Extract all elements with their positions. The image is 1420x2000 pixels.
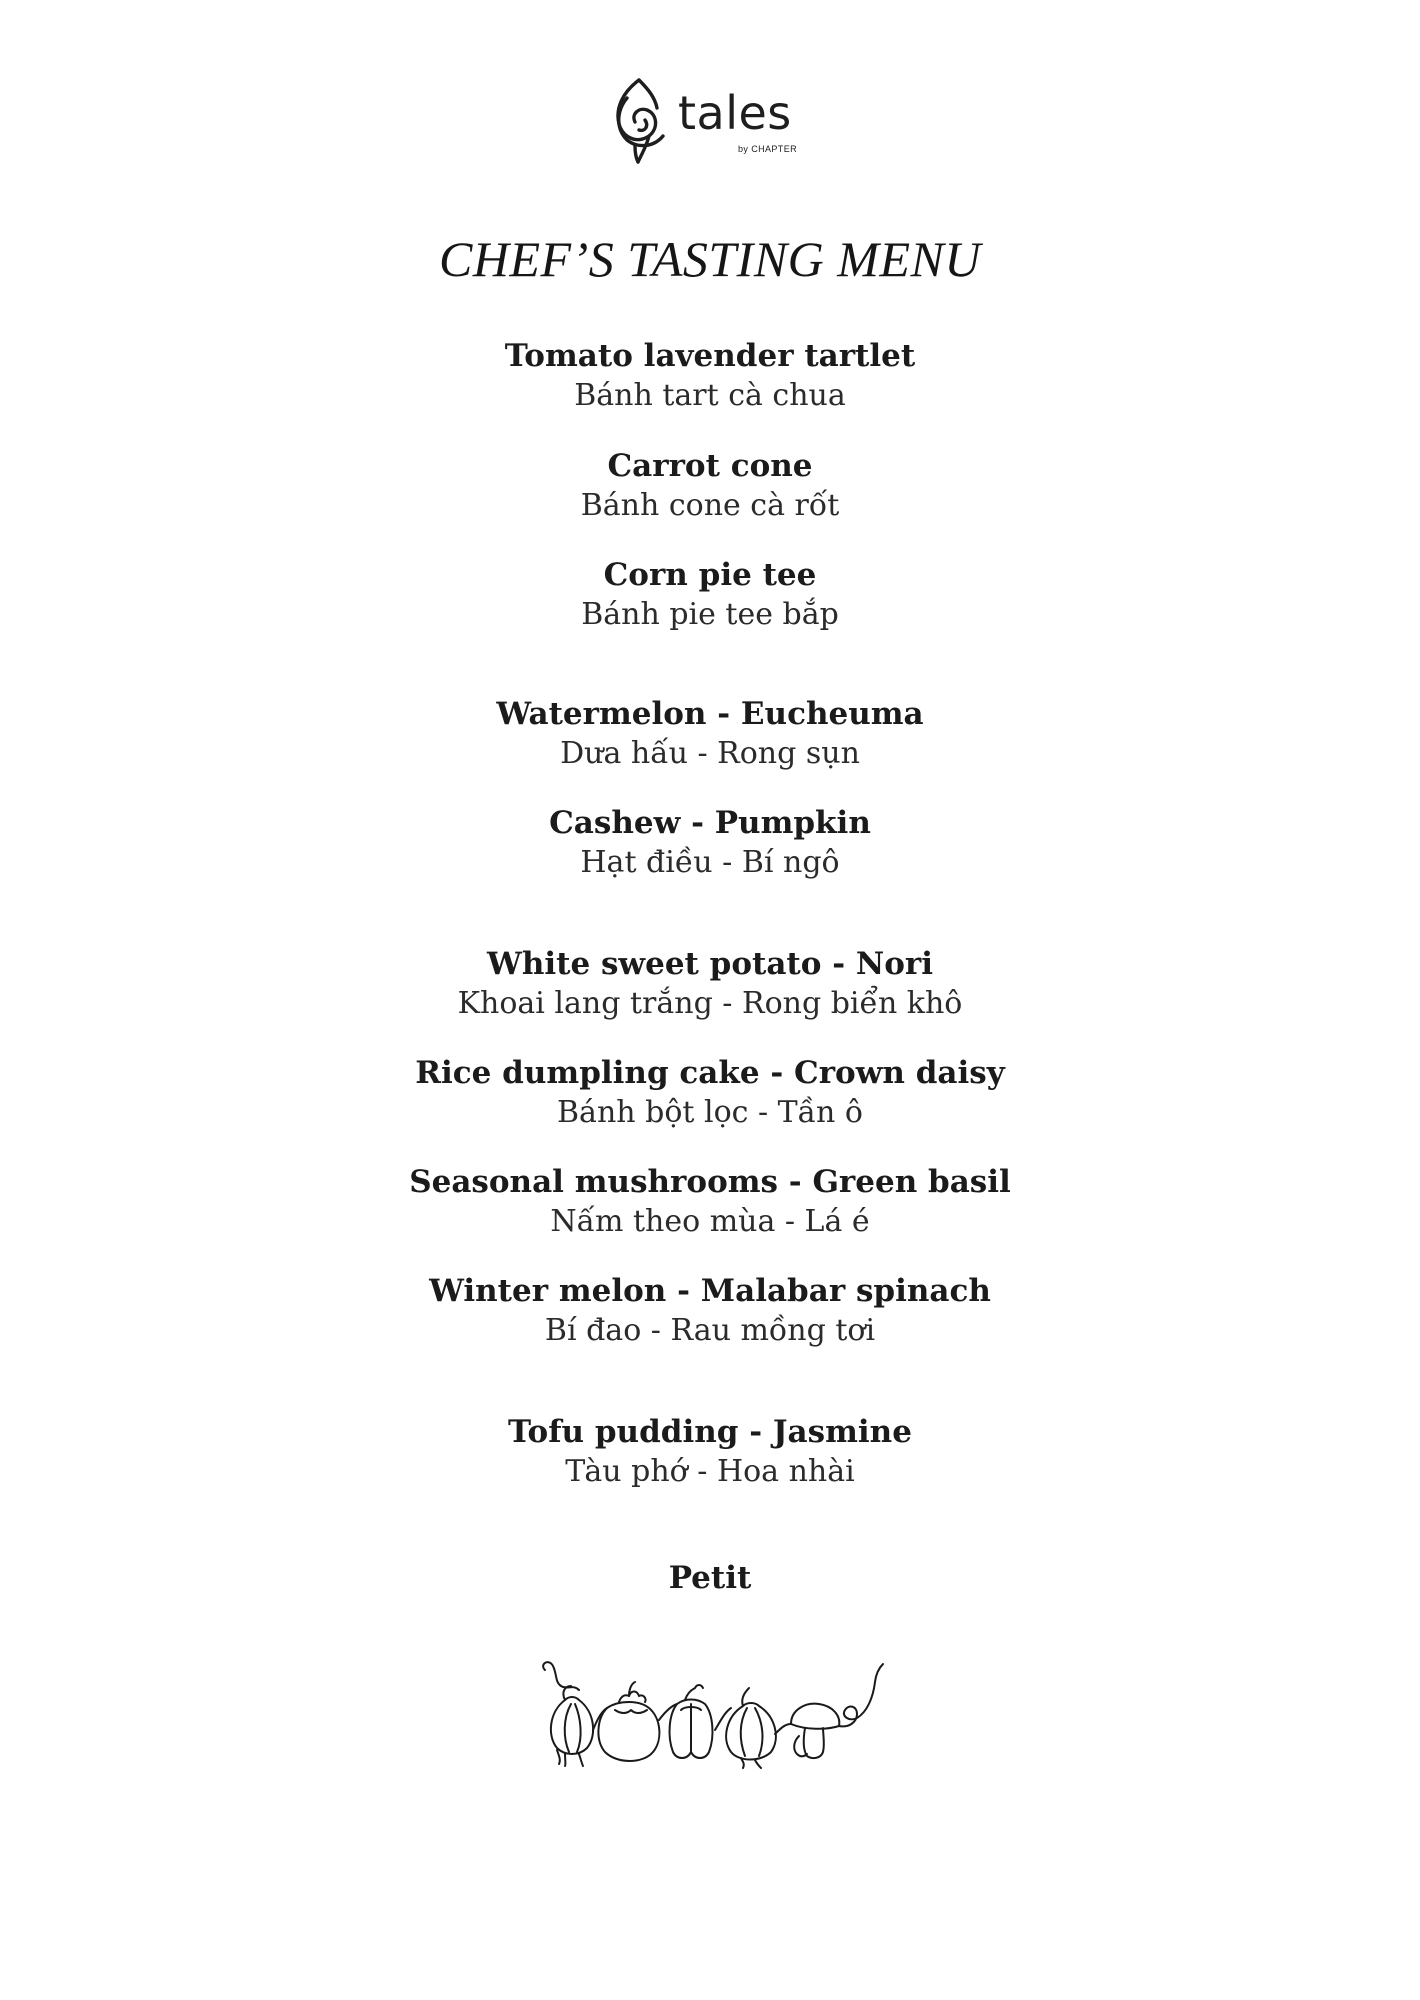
dish-name-vi: Bánh cone cà rốt <box>580 488 840 523</box>
dish-item <box>0 1271 1420 1351</box>
dish-item <box>0 1162 1420 1242</box>
dish-item <box>0 1558 1420 1598</box>
dish-name-vi: Hạt điều - Bí ngô <box>580 845 840 880</box>
dish-name-en: White sweet potato - Nori <box>487 946 933 982</box>
dish-item <box>0 694 1420 774</box>
dish-name-vi: Tàu phớ - Hoa nhài <box>565 1454 855 1489</box>
dish-name-vi: Dưa hấu - Rong sụn <box>560 736 860 771</box>
dish-name-vi: Khoai lang trắng - Rong biển khô <box>457 986 963 1021</box>
dish-name-en: Corn pie tee <box>603 557 817 593</box>
dish-name-en: Cashew - Pumpkin <box>549 805 871 841</box>
dish-item <box>0 555 1420 635</box>
dish-name-en: Winter melon - Malabar spinach <box>429 1273 991 1309</box>
dish-item <box>0 336 1420 416</box>
spiral-leaf-icon <box>605 76 673 164</box>
dish-name-en: Petit <box>668 1560 752 1596</box>
vegetables-illustration-icon <box>535 1660 885 1770</box>
brand-byline: by CHAPTER <box>738 144 798 154</box>
dish-name-vi: Bánh bột lọc - Tần ô <box>557 1095 863 1130</box>
dish-name-vi: Nấm theo mùa - Lá é <box>550 1204 870 1239</box>
dish-name-en: Seasonal mushrooms - Green basil <box>409 1164 1011 1200</box>
dish-item <box>0 1412 1420 1492</box>
dish-name-vi: Bánh tart cà chua <box>574 378 846 413</box>
dish-name-en: Carrot cone <box>607 448 813 484</box>
dish-item <box>0 446 1420 526</box>
dish-item <box>0 803 1420 883</box>
dish-name-en: Tomato lavender tartlet <box>504 338 916 374</box>
dish-item <box>0 944 1420 1024</box>
dish-name-en: Tofu pudding - Jasmine <box>508 1414 912 1450</box>
menu-title: CHEF’S TASTING MENU <box>439 231 981 287</box>
dish-name-vi: Bánh pie tee bắp <box>581 597 839 632</box>
dish-name-vi: Bí đao - Rau mồng tơi <box>544 1313 876 1348</box>
dish-item <box>0 1053 1420 1133</box>
brand-logo <box>605 76 815 166</box>
dish-name-en: Watermelon - Eucheuma <box>496 696 924 732</box>
dish-name-en: Rice dumpling cake - Crown daisy <box>415 1055 1005 1091</box>
brand-name: tales <box>678 86 792 140</box>
